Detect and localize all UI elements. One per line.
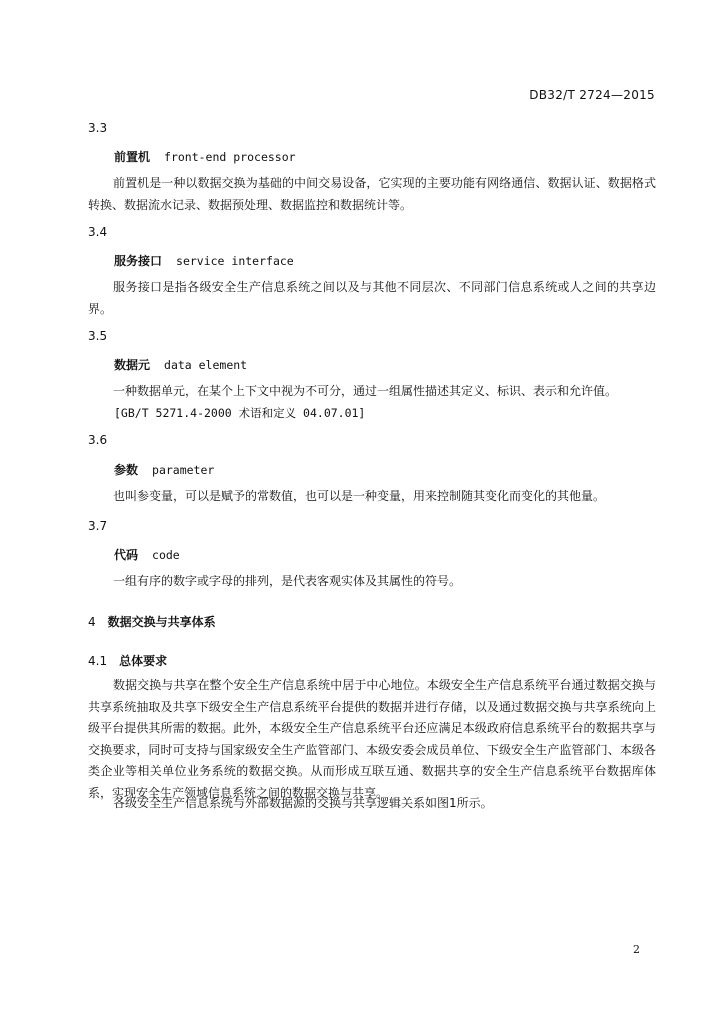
term-number: 3.7 bbox=[88, 519, 108, 533]
section-heading bbox=[88, 613, 216, 630]
term-name-zh: 数据元 bbox=[114, 358, 151, 372]
term-number: 3.6 bbox=[88, 433, 108, 447]
term-number: 3.3 bbox=[88, 121, 108, 135]
term-source-reference: [GB/T 5271.4-2000 术语和定义 04.07.01] bbox=[114, 406, 366, 420]
section-title: 数据交换与共享体系 bbox=[107, 615, 216, 629]
subsection-heading bbox=[88, 652, 167, 669]
term-name-zh: 前置机 bbox=[114, 150, 151, 164]
term-name-zh: 参数 bbox=[114, 463, 139, 477]
term-title bbox=[114, 148, 296, 165]
term-title bbox=[114, 356, 247, 373]
term-definition: 一组有序的数字或字母的排列，是代表客观实体及其属性的符号。 bbox=[113, 574, 462, 588]
section-number: 4 bbox=[88, 615, 96, 629]
term-name-en: code bbox=[152, 548, 180, 562]
page-number: 2 bbox=[633, 943, 640, 956]
term-definition: 前置机是一种以数据交换为基础的中间交易设备，它实现的主要功能有网络通信、数据认证、数据格式转换、数据流水记录、数据预处理、数据监控和数据统计等。 bbox=[88, 176, 656, 212]
document-code: DB32/T 2724—2015 bbox=[529, 88, 655, 102]
body-paragraph: 各级安全生产信息系统与外部数据源的交换与共享逻辑关系如图1所示。 bbox=[113, 796, 493, 810]
term-name-en: data element bbox=[164, 358, 248, 372]
term-name-en: front-end processor bbox=[164, 150, 296, 164]
subsection-title: 总体要求 bbox=[119, 654, 168, 668]
subsection-number: 4.1 bbox=[88, 654, 108, 668]
term-title bbox=[114, 252, 294, 269]
term-name-zh: 代码 bbox=[114, 548, 139, 562]
term-name-zh: 服务接口 bbox=[114, 254, 163, 268]
term-name-en: service interface bbox=[176, 254, 294, 268]
term-title bbox=[114, 461, 214, 478]
term-definition: 也叫参变量，可以是赋予的常数值，也可以是一种变量，用来控制随其变化而变化的其他量。 bbox=[113, 489, 606, 503]
term-name-en: parameter bbox=[152, 463, 215, 477]
term-number: 3.5 bbox=[88, 329, 108, 343]
term-definition: 一种数据单元，在某个上下文中视为不可分，通过一组属性描述其定义、标识、表示和允许值。 bbox=[113, 384, 618, 398]
term-title bbox=[114, 546, 180, 563]
body-paragraph: 数据交换与共享在整个安全生产信息系统中居于中心地位。本级安全生产信息系统平台通过数据交换与共享系统抽取及共享下级安全生产信息系统平台提供的数据并进行存储，以及通过数据交换与共享系统向上级平台提供其所需的数据。此外，本级安全生产信息系统平台还应满足本级政府信息系统平台的数据共享与交换要求，同时可支持与国家级安全生产监管部门、本级安委会成员单位、下级安全生产监管部门、本级各类企业等相关单位业务系统的数据交换。从而形成互联互通、数据共享的安全生产信息系统平台数据库体系，实现安全生产领域信息系统之间的数据交换与共享。 bbox=[88, 678, 656, 800]
term-number: 3.4 bbox=[88, 225, 108, 239]
term-definition: 服务接口是指各级安全生产信息系统之间以及与其他不同层次、不同部门信息系统或人之间的共享边界。 bbox=[88, 280, 656, 316]
